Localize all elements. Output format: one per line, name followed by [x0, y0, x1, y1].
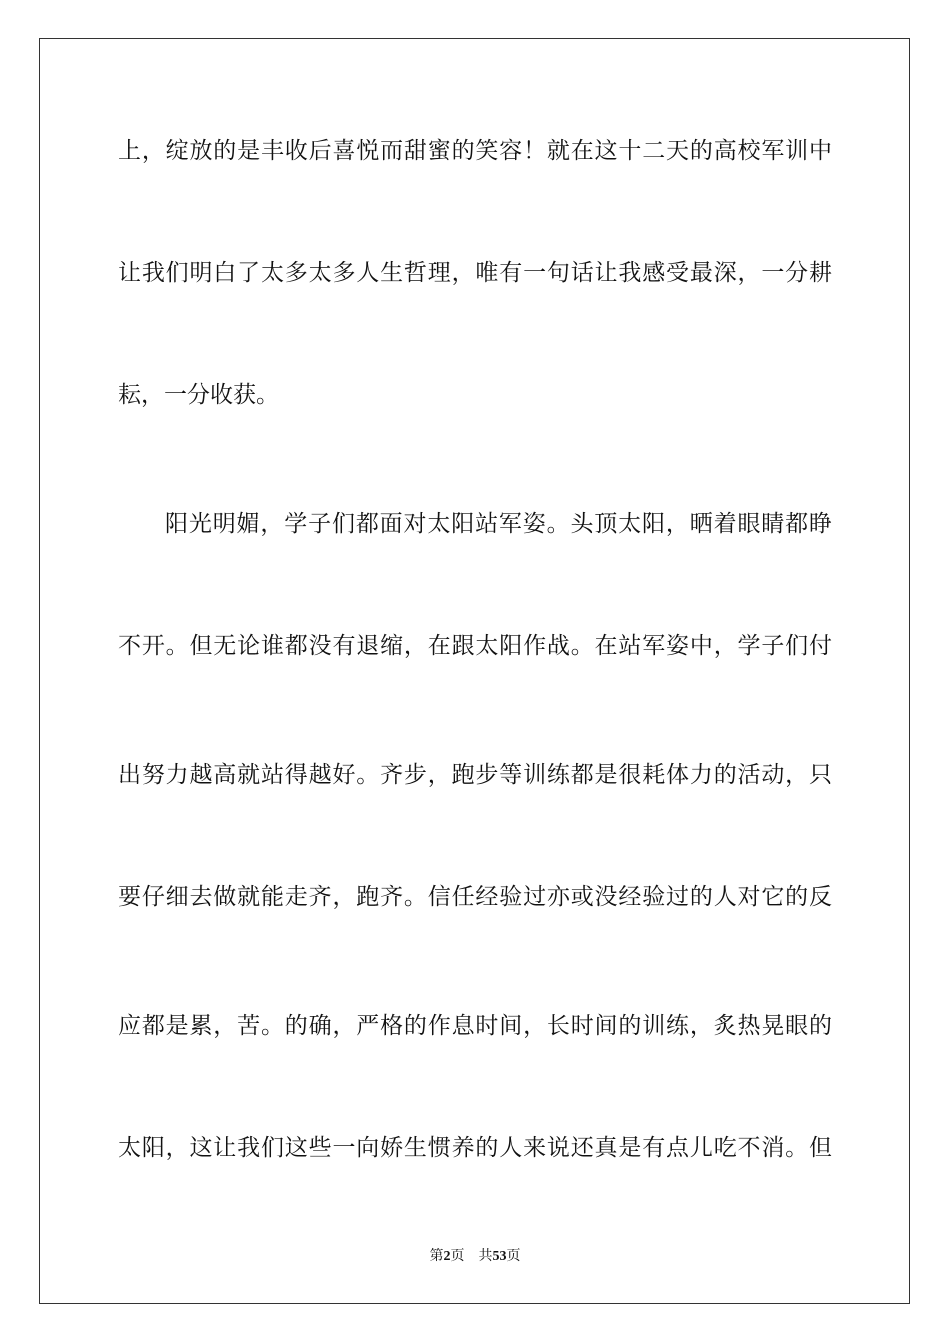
page-footer: [0, 1248, 950, 1266]
page-number: 2: [443, 1249, 451, 1264]
page-suffix: 页: [450, 1249, 465, 1264]
page-border: [39, 38, 910, 1304]
text-line-3: 耘，一分收获。: [118, 382, 279, 408]
text-line-5: 不开。但无论谁都没有退缩，在跟太阳作战。在站军姿中，学子们付: [118, 633, 832, 659]
total-pages: 53: [492, 1249, 507, 1264]
page-prefix: 第: [429, 1249, 444, 1264]
text-line-2: 让我们明白了太多太多人生哲理，唯有一句话让我感受最深，一分耕: [118, 260, 832, 286]
text-line-8: 应都是累，苦。的确，严格的作息时间，长时间的训练，炙热晃眼的: [118, 1013, 832, 1039]
total-prefix: 共: [478, 1249, 493, 1264]
text-line-7: 要仔细去做就能走齐，跑齐。信任经验过亦或没经验过的人对它的反: [118, 884, 832, 910]
total-suffix: 页: [506, 1249, 521, 1264]
text-line-4: 阳光明媚，学子们都面对太阳站军姿。头顶太阳，晒着眼睛都睁: [165, 511, 832, 537]
text-line-9: 太阳，这让我们这些一向娇生惯养的人来说还真是有点儿吃不消。但: [118, 1135, 832, 1161]
text-line-1: 上，绽放的是丰收后喜悦而甜蜜的笑容！就在这十二天的高校军训中: [118, 138, 832, 164]
text-line-6: 出努力越高就站得越好。齐步，跑步等训练都是很耗体力的活动，只: [118, 762, 832, 788]
